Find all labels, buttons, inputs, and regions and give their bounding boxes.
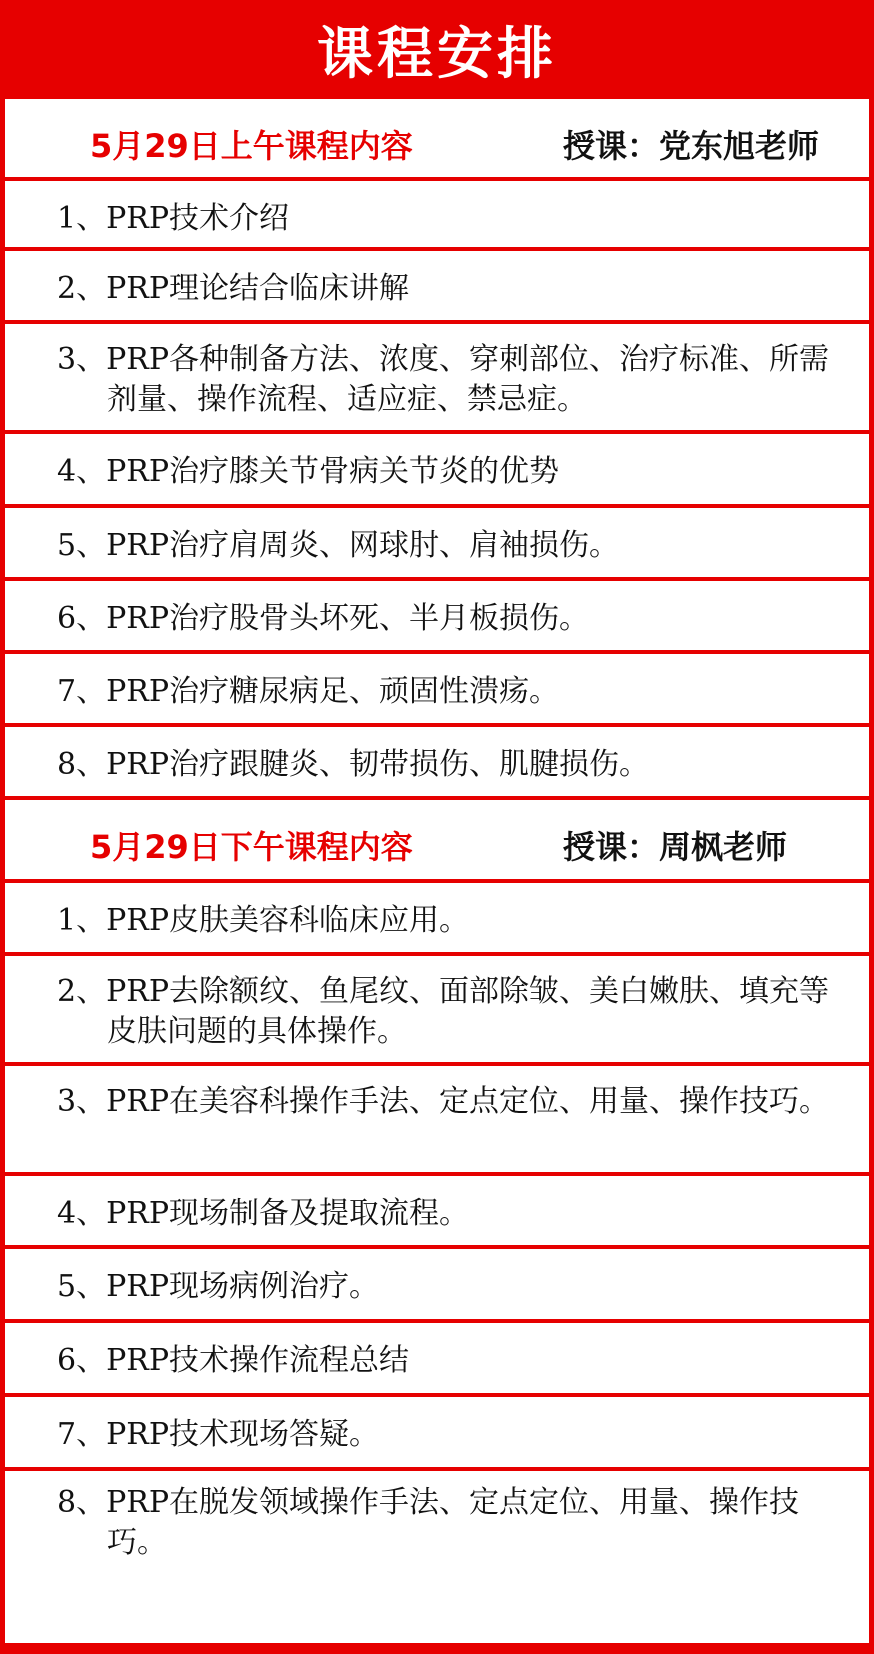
list-item bbox=[5, 654, 869, 723]
list-item bbox=[5, 1249, 869, 1319]
list-item bbox=[5, 956, 869, 1062]
item-text: 8、PRP在脱发领域操作手法、定点定位、用量、操作技巧。 bbox=[57, 1485, 800, 1560]
list-item bbox=[5, 1397, 869, 1467]
section-teacher: 授课：党东旭老师 bbox=[563, 127, 820, 165]
item-text: 4、PRP治疗膝关节骨病关节炎的优势 bbox=[57, 454, 560, 489]
item-text: 8、PRP治疗跟腱炎、韧带损伤、肌腱损伤。 bbox=[57, 747, 650, 782]
list-item bbox=[5, 508, 869, 577]
list-item bbox=[5, 1471, 869, 1643]
list-item bbox=[5, 883, 869, 952]
list-item bbox=[5, 434, 869, 504]
item-text: 7、PRP技术现场答疑。 bbox=[57, 1417, 380, 1452]
list-item bbox=[5, 1066, 869, 1172]
section-heading: 5月29日下午课程内容 bbox=[90, 828, 413, 866]
item-text: 6、PRP治疗股骨头坏死、半月板损伤。 bbox=[57, 601, 590, 636]
section-header-morning bbox=[5, 99, 869, 177]
item-text: 3、PRP在美容科操作手法、定点定位、用量、操作技巧。 bbox=[57, 1084, 830, 1119]
list-item bbox=[5, 251, 869, 320]
list-item bbox=[5, 181, 869, 247]
list-item bbox=[5, 727, 869, 796]
page-title: 课程安排 bbox=[317, 20, 557, 87]
item-text: 2、PRP去除额纹、鱼尾纹、面部除皱、美白嫩肤、填充等皮肤问题的具体操作。 bbox=[57, 974, 830, 1049]
section-teacher: 授课：周枫老师 bbox=[563, 828, 788, 866]
item-text: 3、PRP各种制备方法、浓度、穿刺部位、治疗标准、所需剂量、操作流程、适应症、禁忌症。 bbox=[57, 342, 830, 417]
section-header-afternoon bbox=[5, 800, 869, 879]
list-item bbox=[5, 324, 869, 430]
item-text: 7、PRP治疗糖尿病足、顽固性溃疡。 bbox=[57, 674, 560, 709]
item-text: 5、PRP现场病例治疗。 bbox=[57, 1269, 380, 1304]
item-text: 1、PRP技术介绍 bbox=[57, 201, 290, 236]
list-item bbox=[5, 1323, 869, 1393]
schedule-table bbox=[5, 99, 869, 1649]
item-text: 4、PRP现场制备及提取流程。 bbox=[57, 1196, 470, 1231]
item-text: 2、PRP理论结合临床讲解 bbox=[57, 271, 410, 306]
item-text: 5、PRP治疗肩周炎、网球肘、肩袖损伤。 bbox=[57, 528, 620, 563]
item-text: 6、PRP技术操作流程总结 bbox=[57, 1343, 410, 1378]
list-item bbox=[5, 1176, 869, 1245]
item-text: 1、PRP皮肤美容科临床应用。 bbox=[57, 903, 470, 938]
section-heading: 5月29日上午课程内容 bbox=[90, 127, 413, 165]
list-item bbox=[5, 581, 869, 650]
